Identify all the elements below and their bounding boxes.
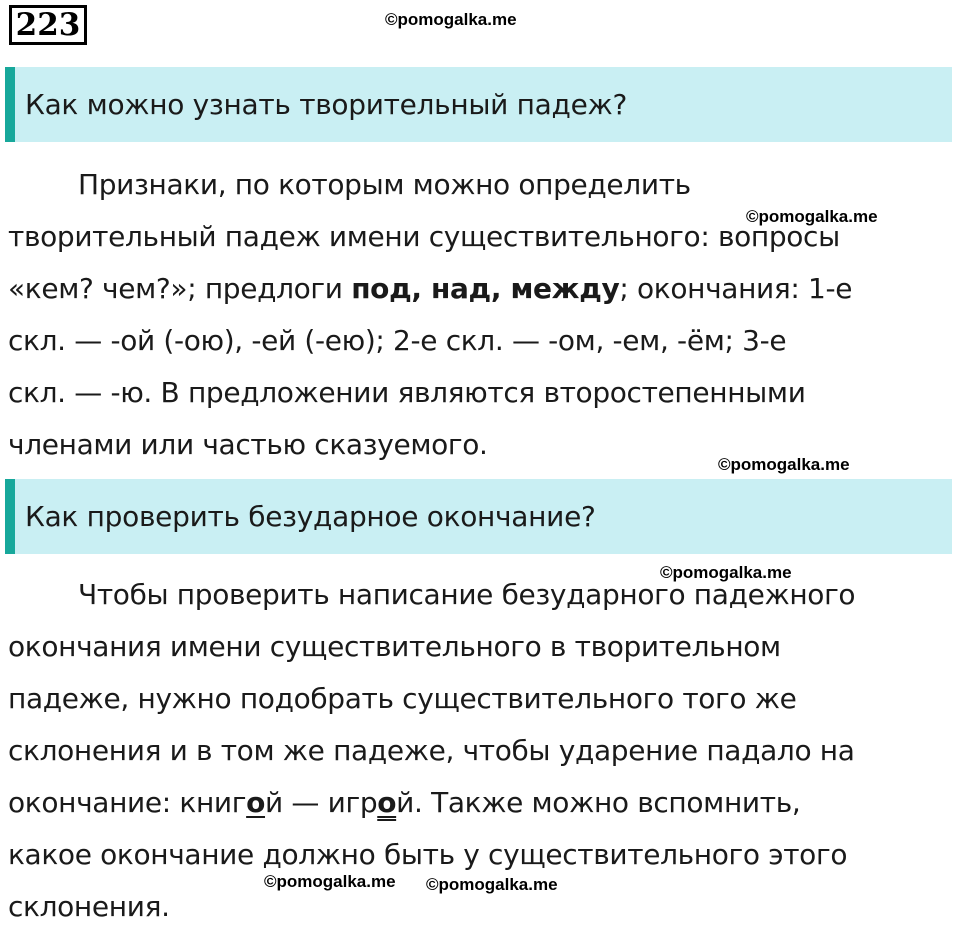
text-span: «кем? чем?»; предлоги <box>8 272 352 305</box>
watermark: ©pomogalka.me <box>264 872 396 891</box>
text-span: окончание: книг <box>8 786 247 819</box>
text-line <box>8 263 952 315</box>
watermark: ©pomogalka.me <box>660 563 792 582</box>
question-text: Как можно узнать творительный падеж? <box>25 88 628 121</box>
text-line: Чтобы проверить написание безударного падежного <box>78 578 856 611</box>
watermark: ©pomogalka.me <box>385 10 517 29</box>
text-line: склонения и в том же падеже, чтобы ударение падало на <box>8 734 855 767</box>
text-span: й. Также можно вспомнить, <box>396 786 801 819</box>
text-line: склонения. <box>8 890 170 923</box>
text-line: падеже, нужно подобрать существительного того же <box>8 682 797 715</box>
text-span: ; окончания: 1-е <box>619 272 853 305</box>
text-line: скл. — -ю. В предложении являются второстепенными <box>8 376 806 409</box>
text-line: членами или частью сказуемого. <box>8 428 488 461</box>
stressed-ending-underlined: о <box>246 786 266 819</box>
bold-prepositions: под, над, между <box>351 272 620 305</box>
stressed-ending-double-underlined: о <box>377 786 397 819</box>
text-line: Признаки, по которым можно определить <box>78 168 691 201</box>
question-banner-1 <box>5 67 952 142</box>
text-line: творительный падеж имени существительного: вопросы <box>8 220 840 253</box>
watermark: ©pomogalka.me <box>746 207 878 226</box>
question-accent-bar <box>5 479 15 554</box>
text-line: окончания имени существительного в творительном <box>8 630 781 663</box>
text-line: скл. — -ой (-ою), -ей (-ею); 2-е скл. — -ом, -ем, -ём; 3-е <box>8 324 787 357</box>
watermark: ©pomogalka.me <box>718 455 850 474</box>
watermark: ©pomogalka.me <box>426 875 558 894</box>
text-line <box>8 777 952 829</box>
answer-paragraph-1 <box>8 159 952 471</box>
text-span: й — игр <box>265 786 378 819</box>
question-accent-bar <box>5 67 15 142</box>
text-line: какое окончание должно быть у существительного этого <box>8 838 848 871</box>
question-banner-2 <box>5 479 952 554</box>
exercise-number: 223 <box>9 5 87 45</box>
question-text: Как проверить безударное окончание? <box>25 500 596 533</box>
